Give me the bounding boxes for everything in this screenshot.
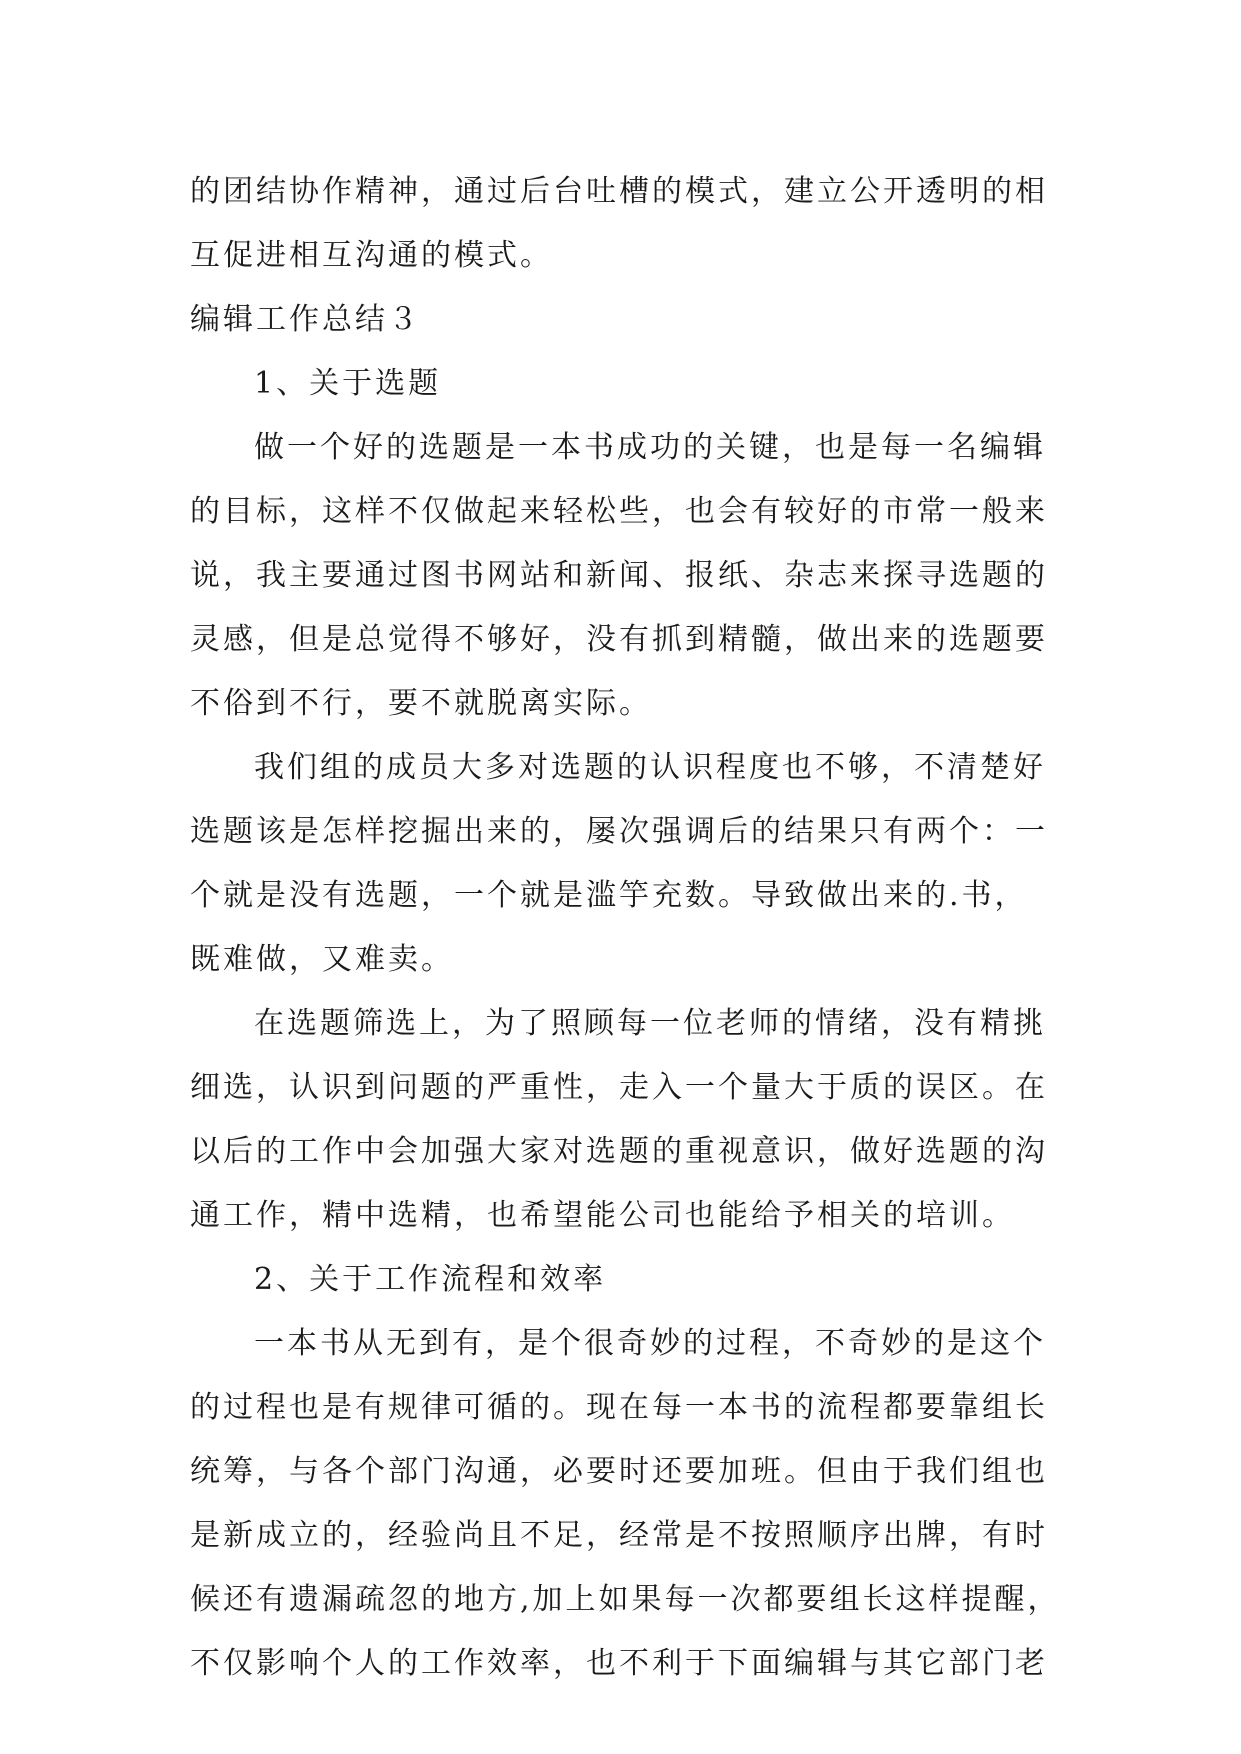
text-line: 以后的工作中会加强大家对选题的重视意识，做好选题的沟: [190, 1134, 1048, 1169]
text-line: 说，我主要通过图书网站和新闻、报纸、杂志来探寻选题的: [190, 558, 1048, 593]
text-line: 的团结协作精神，通过后台吐槽的模式，建立公开透明的相: [190, 174, 1048, 209]
text-line: 个就是没有选题，一个就是滥竽充数。导致做出来的.书，: [190, 878, 1028, 913]
document-body: [190, 160, 1061, 1696]
text-line: 候还有遗漏疏忽的地方,加上如果每一次都要组长这样提醒，: [190, 1582, 1061, 1617]
text-line: 细选，认识到问题的严重性，走入一个量大于质的误区。在: [190, 1070, 1048, 1105]
text-line: 我们组的成员大多对选题的认识程度也不够，不清楚好: [254, 750, 1046, 785]
text-line: 不俗到不行，要不就脱离实际。: [190, 686, 652, 721]
text-line: 是新成立的，经验尚且不足，经常是不按照顺序出牌，有时: [190, 1518, 1048, 1553]
text-line: 既难做，又难卖。: [190, 942, 454, 977]
text-line: 2、关于工作流程和效率: [254, 1262, 607, 1297]
text-line: 通工作，精中选精，也希望能公司也能给予相关的培训。: [190, 1198, 1015, 1233]
text-line: 的过程也是有规律可循的。现在每一本书的流程都要靠组长: [190, 1390, 1048, 1425]
text-line: 的目标，这样不仅做起来轻松些，也会有较好的市常一般来: [190, 494, 1048, 529]
text-line: 灵感，但是总觉得不够好，没有抓到精髓，做出来的选题要: [190, 622, 1048, 657]
text-line: 不仅影响个人的工作效率，也不利于下面编辑与其它部门老: [190, 1646, 1048, 1681]
text-line: 在选题筛选上，为了照顾每一位老师的情绪，没有精挑: [254, 1006, 1046, 1041]
text-line: 选题该是怎样挖掘出来的，屡次强调后的结果只有两个：一: [190, 814, 1048, 849]
text-line: 做一个好的选题是一本书成功的关键，也是每一名编辑: [254, 430, 1046, 465]
text-line: 互促进相互沟通的模式。: [190, 238, 553, 273]
text-line: 编辑工作总结３: [190, 302, 421, 337]
text-line: 统筹，与各个部门沟通，必要时还要加班。但由于我们组也: [190, 1454, 1048, 1489]
text-line: 一本书从无到有，是个很奇妙的过程，不奇妙的是这个: [254, 1326, 1046, 1361]
text-line: 1、关于选题: [254, 366, 442, 401]
